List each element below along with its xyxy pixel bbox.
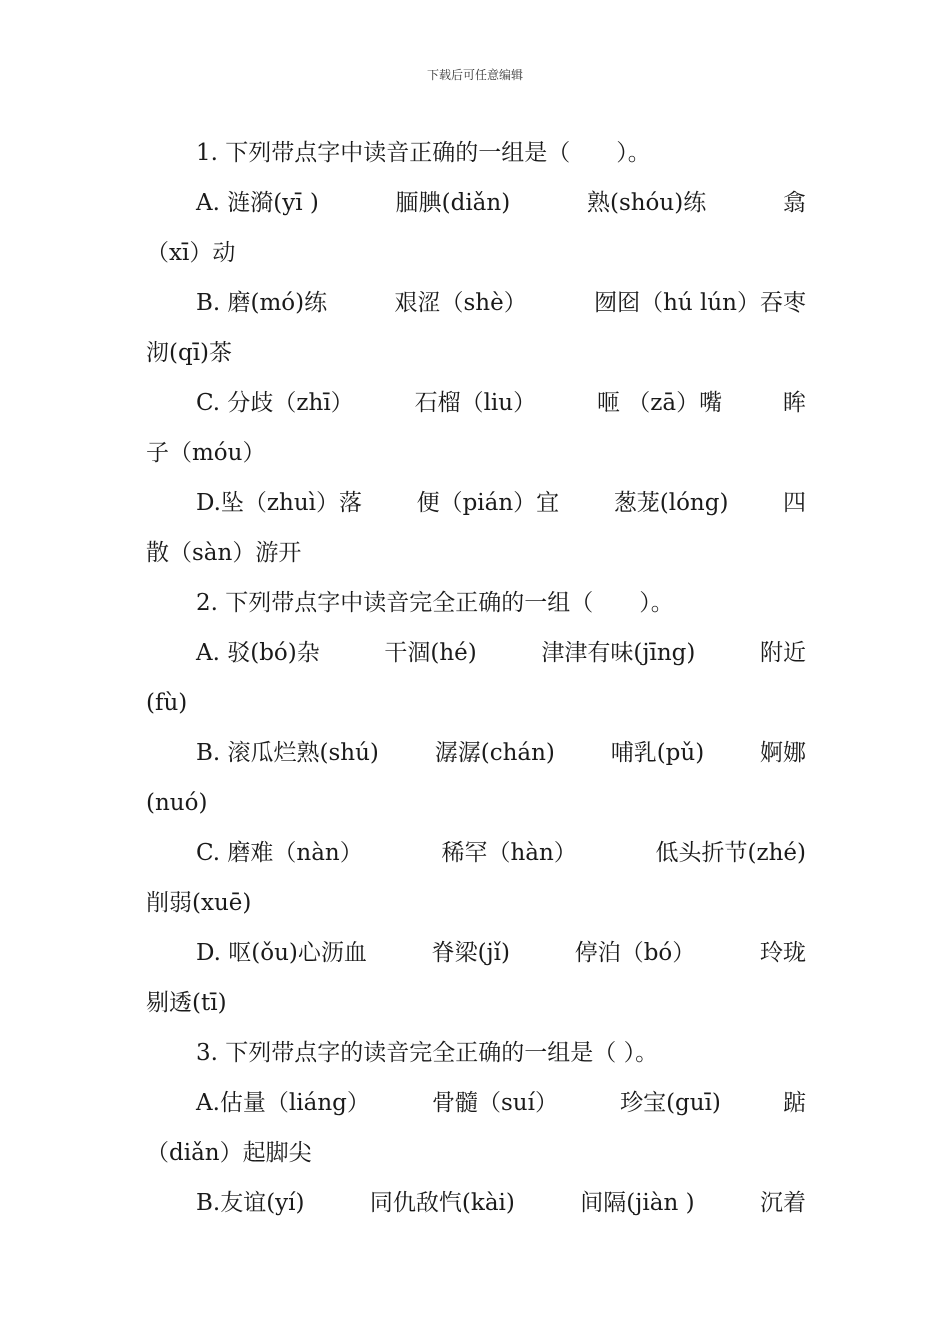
option-segment: 附近 (759, 640, 806, 666)
option-segment: 玲珑 (759, 940, 806, 966)
continuation-line: (nuó) (146, 790, 208, 816)
question-line: 2. 下列带点字中读音完全正确的一组（ ）。 (196, 590, 674, 616)
option-segment: 囫囵（hú lún）吞枣 (594, 290, 806, 316)
option-segment: 津津有味(jīng) (541, 640, 696, 666)
option-segment: 艰涩（shè） (394, 290, 527, 316)
option-segment: 珍宝(guī) (620, 1090, 721, 1116)
continuation-line: 削弱(xuē) (146, 890, 252, 916)
option-segment: D. 呕(ǒu)心沥血 (196, 940, 367, 966)
option-segment: 间隔(jiàn ) (580, 1190, 695, 1216)
option-segment: C. 磨难（nàn） (196, 840, 363, 866)
option-segment: 骨髓（suí） (431, 1090, 558, 1116)
option-line (146, 378, 806, 428)
option-segment: 干涸(hé) (384, 640, 477, 666)
option-line (146, 1178, 806, 1228)
option-segment: 熟(shóu)练 (586, 190, 707, 216)
option-segment: 脊梁(jǐ) (431, 940, 510, 966)
option-line (146, 478, 806, 528)
option-segment: A.估量（liáng） (196, 1090, 370, 1116)
continuation-line: 子（móu） (146, 440, 266, 466)
question-line: 3. 下列带点字的读音完全正确的一组是（ ）。 (196, 1040, 659, 1066)
option-segment: 翕 (782, 190, 806, 216)
option-segment: 腼腆(diǎn) (395, 190, 511, 216)
question-line: 1. 下列带点字中读音正确的一组是（ ）。 (196, 140, 651, 166)
option-segment: C. 分歧（zhī） (196, 390, 354, 416)
continuation-line: 剔透(tī) (146, 990, 227, 1016)
option-segment: 咂 （zā）嘴 (596, 390, 723, 416)
option-segment: 沉着 (759, 1190, 806, 1216)
continuation-line: （xī）动 (146, 240, 236, 266)
option-segment: 踮 (783, 1090, 806, 1116)
option-segment: D.坠（zhuì）落 (196, 490, 363, 516)
option-segment: 葱茏(lóng) (613, 490, 729, 516)
option-segment: 四 (782, 490, 806, 516)
option-line (146, 178, 806, 228)
option-line (146, 628, 806, 678)
continuation-line: （diǎn）起脚尖 (146, 1140, 312, 1166)
option-segment: 婀娜 (760, 740, 806, 766)
option-segment: 潺潺(chán) (434, 740, 555, 766)
option-line (146, 928, 806, 978)
option-segment: B. 磨(mó)练 (196, 290, 328, 316)
option-segment: A. 驳(bó)杂 (196, 640, 320, 666)
continuation-line: 沏(qī)茶 (146, 340, 233, 366)
option-line (146, 1078, 806, 1128)
document-body (146, 128, 806, 1228)
option-segment: 低头折节(zhé) (655, 840, 806, 866)
option-line (146, 728, 806, 778)
continuation-line: 散（sàn）游开 (146, 540, 302, 566)
option-segment: 稀罕（hàn） (441, 840, 577, 866)
option-segment: 石榴（liu） (414, 390, 537, 416)
option-line (146, 828, 806, 878)
option-segment: 停泊（bó） (574, 940, 696, 966)
option-segment: B. 滚瓜烂熟(shú) (196, 740, 379, 766)
option-segment: 眸 (783, 390, 806, 416)
option-segment: A. 涟漪(yī ) (196, 190, 319, 216)
page-header: 下载后可任意编辑 (426, 68, 523, 82)
option-segment: 同仇敌忾(kài) (369, 1190, 515, 1216)
option-segment: B.友谊(yí) (196, 1190, 305, 1216)
option-segment: 便（pián）宜 (416, 490, 560, 516)
option-segment: 哺乳(pǔ) (610, 740, 705, 766)
option-line (146, 278, 806, 328)
continuation-line: (fù) (146, 690, 188, 716)
